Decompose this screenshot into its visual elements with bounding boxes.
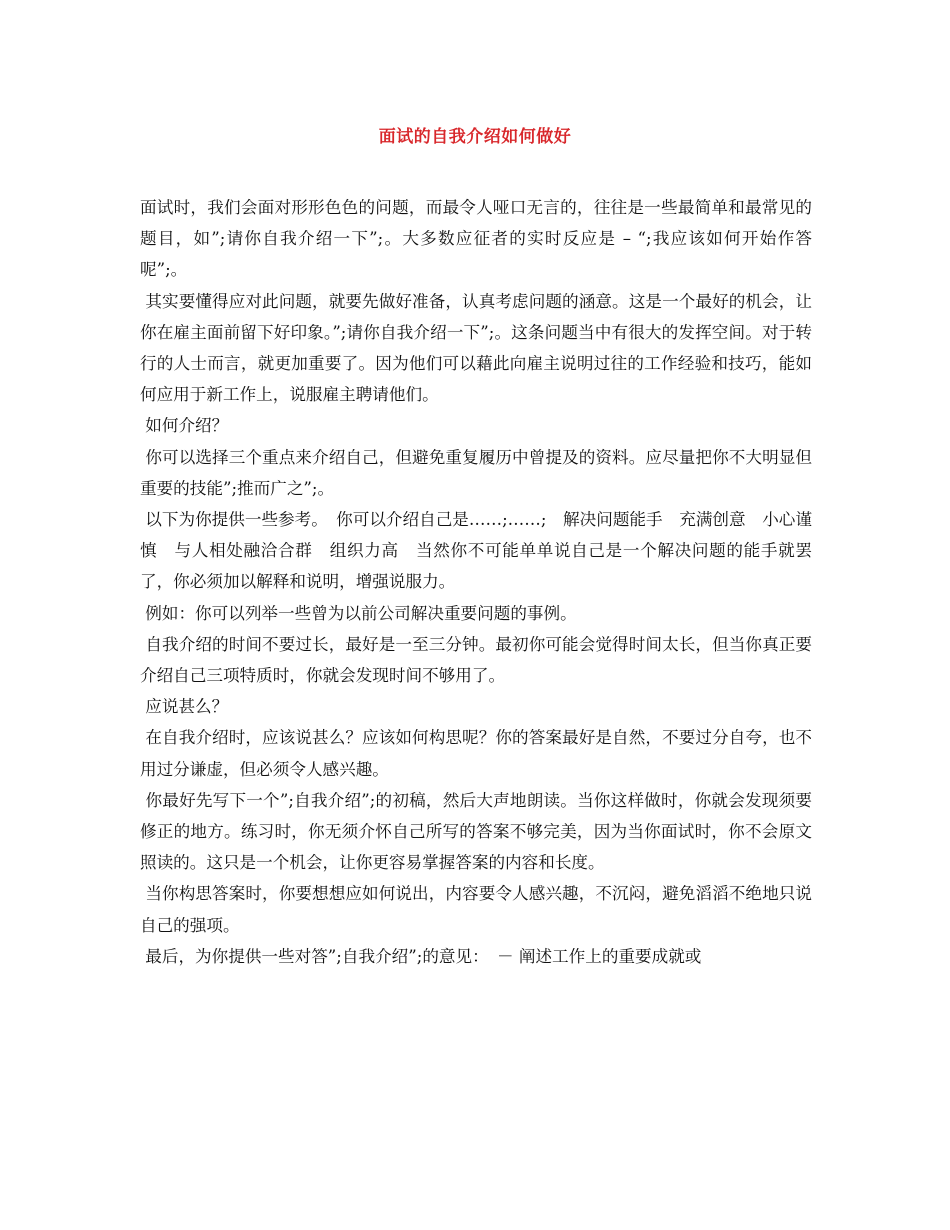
paragraph: 以下为你提供一些参考。 你可以介绍自己是……;……; 解决问题能手 充满创意 小心谨慎 与人相处融洽合群 组织力高 当然你不可能单单说自己是一个解决问题的能手就罢了，你必须加以解释和说明，增强说服力。 xyxy=(140,510,812,592)
paragraph: 当你构思答案时，你要想想应如何说出，内容要令人感兴趣，不沉闷，避免滔滔不绝地只说自己的强项。 xyxy=(140,884,813,935)
paragraph: 自我介绍的时间不要过长，最好是一至三分钟。最初你可能会觉得时间太长，但当你真正要介绍自己三项特质时，你就会发现时间不够用了。 xyxy=(140,634,813,686)
document-title: 面试的自我介绍如何做好 xyxy=(378,127,572,147)
paragraph: 你最好先写下一个”;自我介绍”;的初稿，然后大声地朗读。当你这样做时，你就会发现须要修正的地方。练习时，你无须介怀自己所写的答案不够完美，因为当你面试时，你不会原文照读的。这只是一个机会，让你更容易掌握答案的内容和长度。 xyxy=(140,790,812,873)
paragraph: 例如：你可以列举一些曾为以前公司解决重要问题的事例。 xyxy=(140,603,577,623)
paragraph: 其实要懂得应对此问题，就要先做好准备，认真考虑问题的涵意。这是一个最好的机会，让你在雇主面前留下好印象。”;请你自我介绍一下”;。这条问题当中有很大的发挥空间。对于转行的人士而言，就更加重要了。因为他们可以藉此向雇主说明过往的工作经验和技巧，能如何应用于新工作上，说服雇主聘请他们。 xyxy=(140,291,813,405)
paragraph: 你可以选择三个重点来介绍自己，但避免重复履历中曾提及的资料。应尽量把你不大明显但重要的技能”;推而广之”;。 xyxy=(140,447,813,498)
section-heading: 如何介绍？ xyxy=(140,416,229,436)
section-heading: 应说甚么？ xyxy=(140,697,229,717)
paragraph: 最后，为你提供一些对答”;自我介绍”;的意见： － 阐述工作上的重要成就或 xyxy=(140,946,702,966)
document-body xyxy=(140,192,812,972)
paragraph: 面试时，我们会面对形形色色的问题，而最令人哑口无言的，往往是一些最简单和最常见的题目，如”;请你自我介绍一下”;。大多数应征者的实时反应是 – “;我应该如何开始作答呢”;。 xyxy=(140,198,812,280)
paragraph: 在自我介绍时，应该说甚么？应该如何构思呢？你的答案最好是自然，不要过分自夸，也不用过分谦虚，但必须令人感兴趣。 xyxy=(140,728,813,779)
